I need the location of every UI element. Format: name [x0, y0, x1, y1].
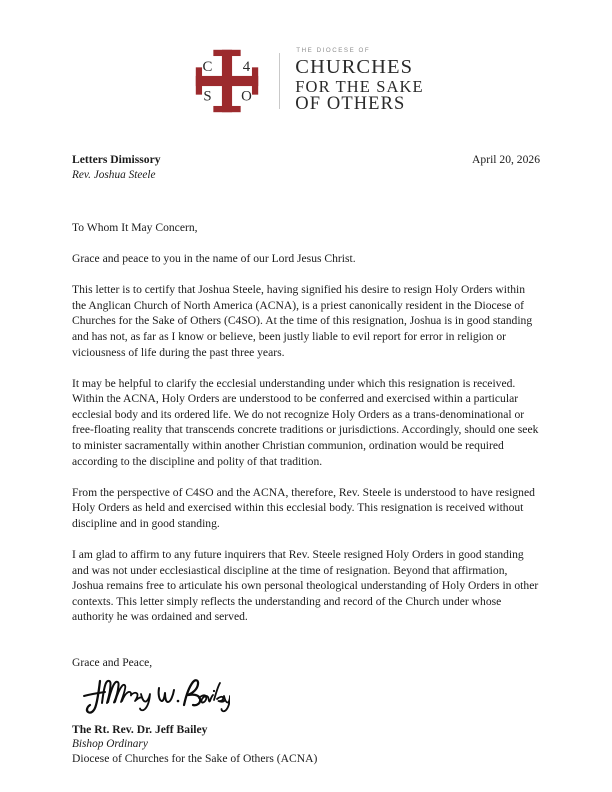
logo-name-line-2: FOR THE SAKE	[295, 76, 424, 96]
letter-closing: Grace and Peace,	[72, 655, 153, 669]
signer-name: The Rt. Rev. Dr. Jeff Bailey	[72, 722, 208, 736]
letter-paragraph: I am glad to affirm to any future inquirers that Rev. Steele resigned Holy Orders in good standing and was not under ecclesiastical discipline at the time of resignation. Beyond that affirmation, Joshua remains free to articulate his own personal theological understanding of Holy Orders in other contexts. This letter simply reflects the understanding and record of the Church under whose authority he was ordained and served.	[72, 548, 539, 624]
letter-paragraph: This letter is to certify that Joshua Steele, having signified his desire to resign Holy Orders within the Anglican Church of North America (ACNA), is a priest canonically resident in the Diocese of Churches for the Sake of Others (C4SO). At the time of this resignation, Joshua is in good standing and has not, as far as I know or believe, been justly liable to evil report for error in religion or viciousness of life during the past three years.	[72, 283, 533, 359]
letterhead	[0, 42, 612, 120]
svg-text:S: S	[203, 88, 212, 105]
signer-title: Bishop Ordinary	[72, 738, 148, 751]
signer-organization: Diocese of Churches for the Sake of Others (ACNA)	[72, 751, 318, 765]
spacer	[72, 267, 540, 283]
letter-paragraph: Grace and peace to you in the name of our Lord Jesus Christ.	[72, 252, 356, 266]
logo-wordmark	[293, 48, 423, 114]
spacer	[72, 360, 540, 376]
handwritten-signature-icon	[80, 674, 230, 720]
letter-body	[72, 152, 540, 766]
logo-divider	[279, 53, 280, 109]
cross-crosslet-icon	[188, 42, 266, 120]
letter-subject: Letters Dimissory	[72, 153, 161, 166]
letter-paragraph: From the perspective of C4SO and the ACNA, therefore, Rev. Steele is understood to have resigned Holy Orders as held and exercised within this ecclesial body. This resignation is received without discipline and in good standing.	[72, 485, 535, 530]
signature-image	[72, 671, 540, 723]
letter-date: April 20, 2026	[472, 153, 540, 166]
letter-header-row	[72, 152, 540, 183]
spacer	[72, 469, 540, 485]
logo-name-line-3: OF OTHERS	[295, 94, 406, 115]
diocese-logo	[188, 42, 423, 120]
subject-block	[72, 152, 161, 183]
letter-paragraph: It may be helpful to clarify the ecclesial understanding under which this resignation is received. Within the ACNA, Holy Orders are understood to be conferred and exercised within a particular ecclesial body and its ordered life. We do not recognize Holy Orders as a trans-denominational or free-floating reality that transcends concrete traditions or jurisdictions. Accordingly, should one seek to minister sacramentally within another Christian communion, ordination would be required according to the discipline and polity of that tradition.	[72, 376, 539, 468]
spacer	[72, 625, 540, 655]
letter-salutation: To Whom It May Concern,	[72, 221, 198, 234]
svg-text:C: C	[202, 58, 213, 75]
svg-text:O: O	[241, 88, 253, 105]
logo-name-line-1: CHURCHES	[295, 56, 414, 79]
logo-eyebrow: THE DIOCESE OF	[296, 46, 371, 54]
spacer	[72, 532, 540, 548]
letter-subject-person: Rev. Joshua Steele	[72, 169, 156, 181]
svg-text:4: 4	[243, 58, 251, 75]
spacer	[72, 236, 540, 252]
